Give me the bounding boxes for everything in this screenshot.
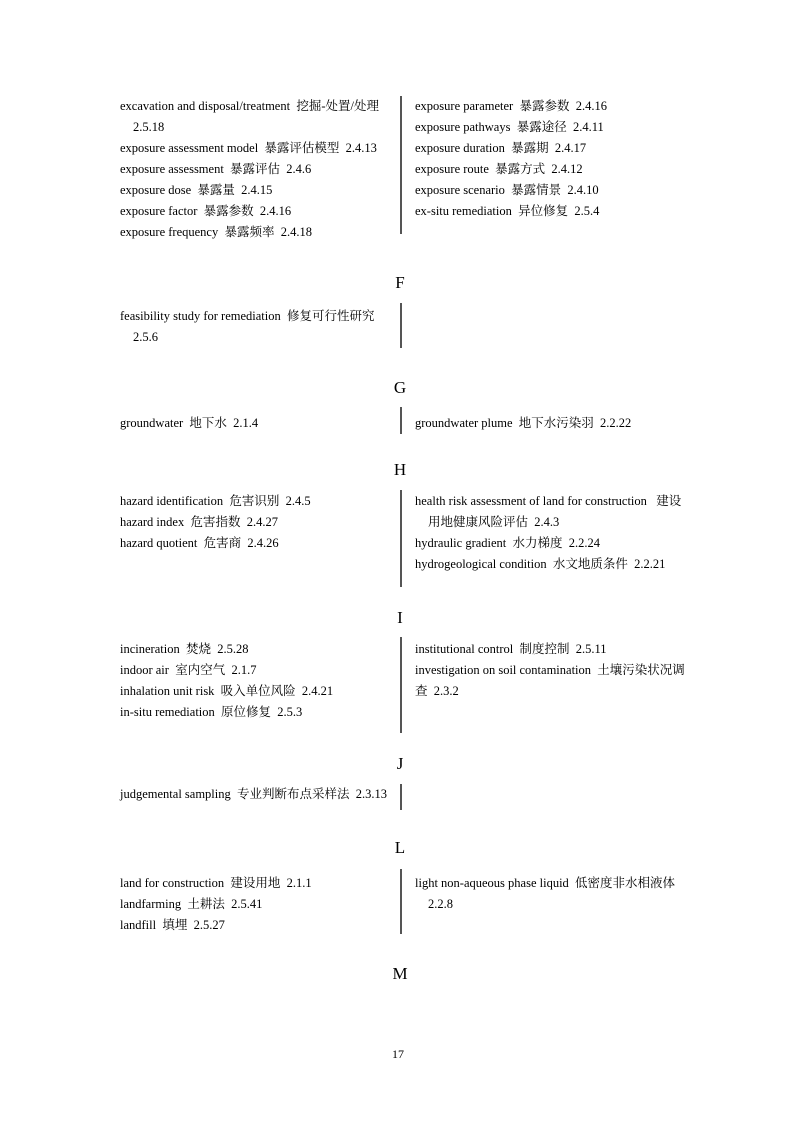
index-entry-line: exposure route 暴露方式 2.4.12 [415,162,583,176]
index-column-right [415,873,675,915]
column-divider [400,490,402,587]
section-letter-H: H [393,460,407,479]
index-entry-line: hydrogeological condition 水文地质条件 2.2.21 [415,557,666,571]
column-divider [400,637,402,733]
index-entry-line: exposure pathways 暴露途径 2.4.11 [415,120,604,134]
index-column-left [120,413,258,434]
index-entry-line: light non-aqueous phase liquid 低密度非水相液体 [415,876,676,890]
index-entry-line: 2.5.18 [133,120,165,134]
column-divider [400,869,402,934]
index-entry-line: exposure factor 暴露参数 2.4.16 [120,204,292,218]
index-column-left [120,491,311,554]
index-column-right [415,639,685,702]
index-column-left [120,784,387,805]
index-entry-line: excavation and disposal/treatment 挖掘-处置/处理 [120,99,379,113]
index-column-left [120,639,333,723]
index-entry-line: institutional control 制度控制 2.5.11 [415,642,607,656]
index-entry-line: investigation on soil contamination 土壤污染状况调 [415,663,685,677]
index-entry-line: judgemental sampling 专业判断布点采样法 2.3.13 [120,787,387,801]
index-entry-line: groundwater plume 地下水污染羽 2.2.22 [415,416,632,430]
index-entry-line: in-situ remediation 原位修复 2.5.3 [120,705,303,719]
section-letter-L: L [394,838,406,857]
column-divider [400,96,402,234]
index-entry-line: feasibility study for remediation 修复可行性研究 [120,309,375,323]
index-entry-line: exposure assessment model 暴露评估模型 2.4.13 [120,141,377,155]
index-entry-line: incineration 焚烧 2.5.28 [120,642,249,656]
index-entry-line: exposure duration 暴露期 2.4.17 [415,141,587,155]
index-entry-line: exposure assessment 暴露评估 2.4.6 [120,162,312,176]
index-column-left [120,96,379,243]
index-column-left [120,306,374,348]
index-column-right [415,413,631,434]
index-entry-line: inhalation unit risk 吸入单位风险 2.4.21 [120,684,334,698]
column-divider [400,303,402,348]
column-divider [400,784,402,810]
index-entry-line: ex-situ remediation 异位修复 2.5.4 [415,204,600,218]
index-entry-line: 查 2.3.2 [415,684,459,698]
index-column-right [415,491,681,575]
index-column-right [415,96,607,222]
index-entry-line: landfill 填埋 2.5.27 [120,918,225,932]
index-entry-line: hazard quotient 危害商 2.4.26 [120,536,279,550]
index-entry-line: landfarming 土耕法 2.5.41 [120,897,263,911]
section-letter-F: F [395,273,405,292]
index-entry-line: groundwater 地下水 2.1.4 [120,416,259,430]
index-entry-line: exposure parameter 暴露参数 2.4.16 [415,99,607,113]
page-number: 17 [392,1047,404,1061]
index-entry-line: health risk assessment of land for construction 建设 [415,494,682,508]
index-entry-line: hazard index 危害指数 2.4.27 [120,515,278,529]
index-entry-line: exposure frequency 暴露频率 2.4.18 [120,225,312,239]
index-entry-line: 用地健康风险评估 2.4.3 [428,515,560,529]
index-entry-line: indoor air 室内空气 2.1.7 [120,663,257,677]
section-letter-I: I [397,608,403,627]
section-letter-M: M [392,964,408,983]
index-entry-line: land for construction 建设用地 2.1.1 [120,876,312,890]
index-entry-line: exposure scenario 暴露情景 2.4.10 [415,183,599,197]
index-column-left [120,873,312,936]
index-entry-line: hydraulic gradient 水力梯度 2.2.24 [415,536,601,550]
column-divider [400,407,402,434]
section-letter-J: J [396,754,404,773]
index-entry-line: exposure dose 暴露量 2.4.15 [120,183,273,197]
index-entry-line: 2.2.8 [428,897,453,911]
section-letter-G: G [393,378,407,397]
index-entry-line: 2.5.6 [133,330,158,344]
index-entry-line: hazard identification 危害识别 2.4.5 [120,494,311,508]
